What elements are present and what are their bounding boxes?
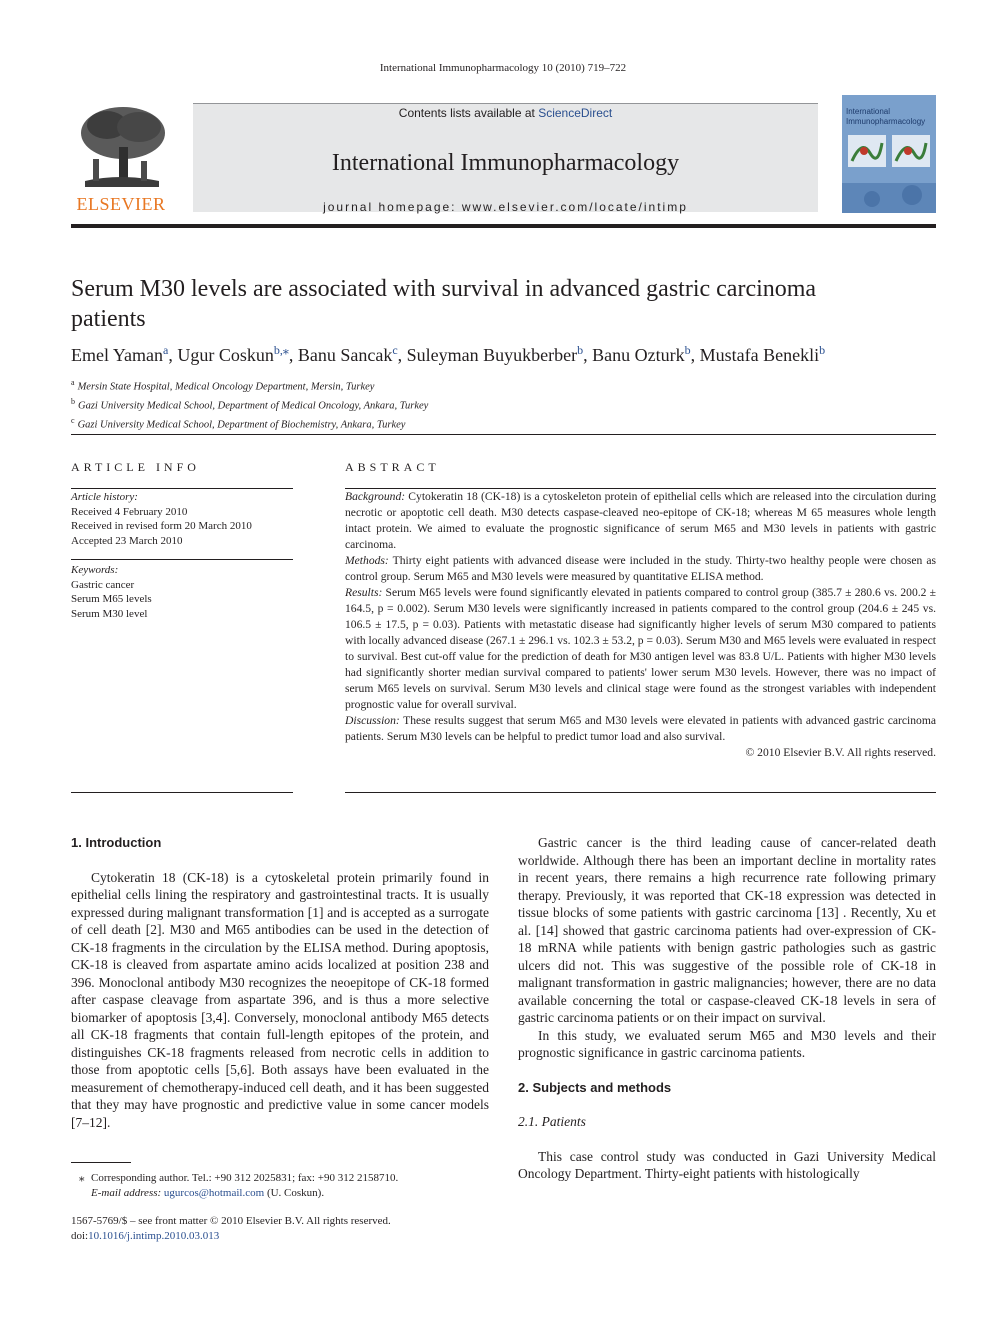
publisher-name: ELSEVIER — [76, 194, 166, 214]
affiliation: $^b$ Gazi University Medical School, Department of Medical Oncology, Ankara, Turkey — [71, 397, 429, 412]
email-note: E-mail address: ugurcos@hotmail.com (U. Coskun). — [91, 1187, 325, 1199]
journal-masthead — [71, 95, 936, 215]
issn-line: 1567-5769/$ – see front matter © 2010 Elsevier B.V. All rights reserved. — [71, 1215, 391, 1227]
sciencedirect-link[interactable]: ScienceDirect — [538, 106, 613, 120]
author-affiliation-mark[interactable]: b — [577, 343, 584, 357]
masthead-banner — [193, 103, 818, 212]
patients-heading: 2.1. Patients — [518, 1114, 586, 1129]
body-paragraph: Gastric cancer is the third leading cause of cancer-related death worldwide. Although there has been an important decline in mortality rates in recent years, there remains a high recurrence rate following primary therapy. Previously, it was reported that CK-18 expression was detected in tissue blocks of some patients with gastric carcinoma [13] . Recently, Xu et al. [14] showed that gastric carcinoma patients had over-expression of CK-18 mRNA while patients with benign gastric pathologies such as gastric ulcers did not. This was suggestive of the possible role of CK-18 in malignant transformation in gastric malignancies; however, there are no data available concerning the total or caspase-cleaved CK-18 levels in sera of gastric carcinoma patients or on their impact on survival. — [518, 835, 936, 1025]
abstract-bottom-rule — [345, 792, 936, 793]
journal-homepage[interactable]: journal homepage: www.elsevier.com/locate/intimp — [323, 200, 688, 214]
keyword: Serum M65 levels — [71, 593, 152, 605]
footnotes — [71, 1171, 501, 1201]
contents-prefix: Contents lists available at — [398, 106, 539, 120]
affiliation: $^a$ Mersin State Hospital, Medical Oncology Department, Mersin, Turkey — [71, 378, 375, 393]
keywords-rule — [71, 559, 293, 560]
header-divider — [71, 434, 936, 435]
author-list: Emel Yaman$^a$, Ugur Coskun$^{b,⁎}$, Banu Sancak$^c$, Suleyman Buyukberber$^b$, Banu Ozturk$^b$, Mustafa Benekli$^b$ — [71, 343, 826, 365]
contents-line — [193, 106, 818, 120]
email-link[interactable]: ugurcos@hotmail.com — [163, 1187, 265, 1199]
author-affiliation-mark[interactable]: c — [392, 343, 398, 357]
abstract-heading: ABSTRACT — [345, 460, 440, 474]
body-paragraph: In this study, we evaluated serum M65 and M30 levels and their prognostic significance in gastric carcinoma patients. — [518, 1027, 936, 1060]
author: Emel Yaman — [71, 345, 163, 365]
abstract-discussion: Discussion: These results suggest that serum M65 and M30 levels were elevated in patients with advanced gastric carcinoma patients. Serum M30 levels can be helpful to predict tumor load and also survival. — [345, 714, 936, 743]
journal-cover[interactable] — [842, 95, 936, 213]
author-affiliation-mark[interactable]: b,⁎ — [273, 343, 289, 357]
body-column-left — [71, 834, 489, 1131]
journal-citation: International Immunopharmacology 10 (2010) 719–722 — [379, 62, 627, 74]
author: Ugur Coskun — [177, 345, 274, 365]
methods-heading: 2. Subjects and methods — [518, 1079, 672, 1095]
author: Banu Sancak — [297, 345, 393, 365]
abstract-body — [345, 489, 936, 761]
keyword: Serum M30 level — [71, 607, 148, 620]
author: Banu Ozturk — [592, 345, 685, 365]
tree-emblem-icon — [71, 103, 171, 191]
affiliation: $^c$ Gazi University Medical School, Department of Biochemistry, Ankara, Turkey — [71, 416, 406, 431]
masthead-rule — [71, 224, 936, 228]
footnote-rule — [71, 1162, 131, 1163]
abstract-copyright: © 2010 Elsevier B.V. All rights reserved. — [745, 746, 936, 759]
history-item: Accepted 23 March 2010 — [71, 534, 183, 547]
history-item: Received 4 February 2010 — [71, 505, 188, 518]
keywords: Keywords: Gastric cancer Serum M65 levels Serum M30 level — [71, 563, 293, 621]
corresponding-author-note: ⁎ Corresponding author. Tel.: +90 312 2025831; fax: +90 312 2158710. — [79, 1172, 399, 1184]
cover-title: International Immunopharmacology — [846, 107, 926, 126]
patients-paragraph: This case control study was conducted in Gazi University Medical Oncology Department. Thirty-eight patients with histologically — [518, 1148, 936, 1181]
keyword: Gastric cancer — [71, 578, 135, 591]
history-item: Received in revised form 20 March 2010 — [71, 520, 252, 532]
abstract-background: Background: Cytokeratin 18 (CK-18) is a cytoskeleton protein of epithelial cells which are released into the circulation during necrotic or apoptotic cell death. M30 detects caspase-cleaved neo-epitope of CK-18; whereas M 65 measures whole length intact protein. We aimed to evaluate the prognostic significance of serum M65 and M30 levels in patients with gastric carcinoma. — [345, 490, 936, 551]
author-affiliation-mark[interactable]: b — [684, 343, 691, 357]
affiliation-list — [71, 376, 671, 433]
body-column-right — [518, 834, 936, 1183]
author-affiliation-mark[interactable]: b — [819, 343, 826, 357]
article-info-bottom-rule — [71, 792, 293, 793]
doi-line: doi:10.1016/j.intimp.2010.03.013 — [71, 1230, 220, 1242]
article-info-rule — [71, 488, 293, 489]
journal-name: International Immunopharmacology — [331, 150, 680, 176]
abstract-results: Results: Serum M65 levels were found significantly elevated in patients compared to control group (385.7 ± 280.6 vs. 200.2 ± 164.5, p = 0.002). Serum M30 levels were significantly increased in patients compared to the control group (204.6 ± 245 vs. 106.5 ± 17.5, p = 0.03). Patients with metastatic disease had significantly higher levels of serum M30 compared to patients with locally advanced disease (267.1 ± 296.1 vs. 102.3 ± 53.2, p = 0.03). Serum M30 and M65 levels were evaluated in respect to survival. Best cut-off value for the prediction of death for M30 antigen level was 83.8 U/L. Patients with higher M30 levels had significantly shorter median survival compared to patients' lower serum M30 levels. However, there was no impact of serum M65 levels on survival. Serum M30 levels and clinical stage were found as the strongest variables with independent prognostic value for overall survival. — [345, 586, 936, 711]
front-matter — [71, 1214, 501, 1244]
introduction-paragraph: Cytokeratin 18 (CK-18) is a cytoskeletal protein primarily found in epithelial cells lining the respiratory and gastrointestinal tracts. It is usually expressed during malignant transformation [1] and is accepted as a surrogate of cell death [2]. M30 and M65 antibodies can be used in the detection of CK-18 fragments in the circulation by the ELISA method. During apoptosis, CK-18 is cleaved from aspartate amino acids localized at position 238 and 396. Monoclonal antibody M30 recognizes the neoepitope of CK-18 formed after caspase cleavage from aspartate 396, and is thus a more selective biomarker of apoptosis [3,4]. Conversely, monoclonal antibody M65 detects all CK-18 fragments that contain full-length epitopes of the protein, and distinguishes CK-18 fragments released from necrotic cells in addition to those from apoptotic cells [5,6]. Both assays have been evaluated in the measurement of chemotherapy-induced cell death, and it has been suggested that they may have prognostic and predictive value in some cancer models [7–12]. — [71, 869, 489, 1130]
author: Suleyman Buyukberber — [406, 345, 578, 365]
author: Mustafa Benekli — [699, 345, 820, 365]
doi-link[interactable]: 10.1016/j.intimp.2010.03.013 — [88, 1230, 220, 1242]
publisher-logo[interactable] — [71, 103, 171, 215]
author-affiliation-mark[interactable]: a — [163, 343, 169, 357]
article-history: Article history: Received 4 February 2010 Received in revised form 20 March 2010 Accepted 23 March 2010 — [71, 490, 293, 548]
article-info-heading: ARTICLE INFO — [71, 460, 200, 474]
article-title: Serum M30 levels are associated with survival in advanced gastric carcinoma patients — [71, 276, 817, 332]
abstract-methods: Methods: Thirty eight patients with advanced disease were included in the study. Thirty-two healthy people were chosen as control group. Serum M65 and M30 levels were measured by quantitative ELISA method. — [345, 554, 936, 583]
introduction-heading: 1. Introduction — [71, 835, 162, 850]
